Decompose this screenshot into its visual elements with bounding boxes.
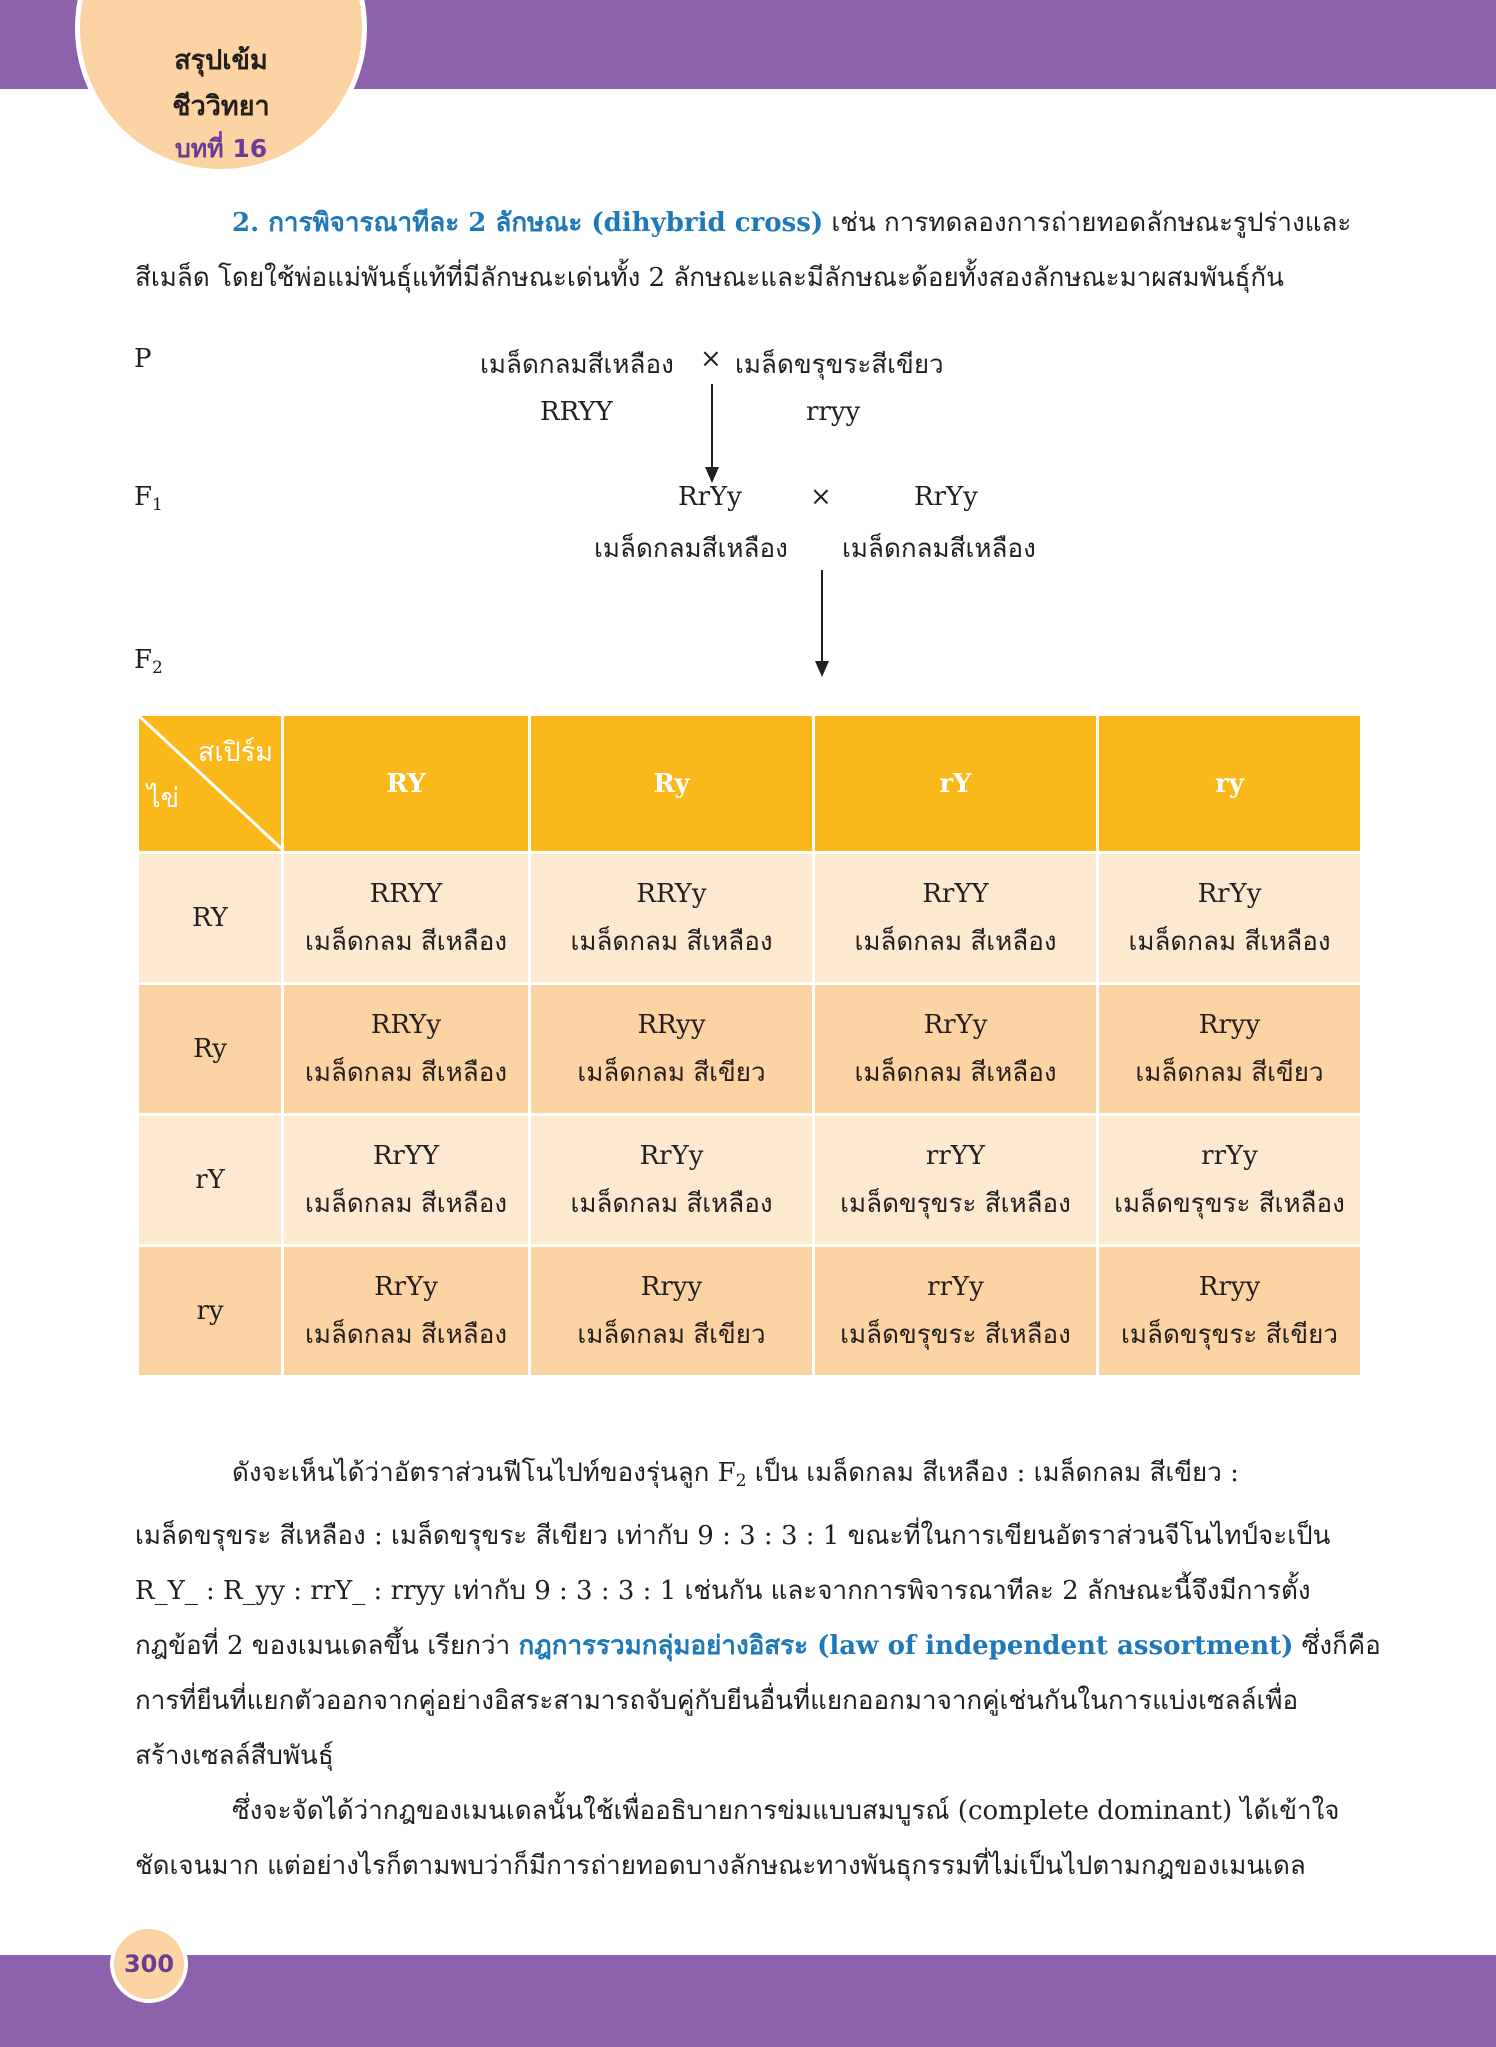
f1-phenotype2: เมล็ดกลมสีเหลือง <box>842 534 1036 564</box>
row-header: Ry <box>138 984 283 1115</box>
f1-genotype2: RrYy <box>914 482 978 512</box>
table-cell: rrYy เมล็ดขรุขระ สีเหลือง <box>1098 1115 1362 1246</box>
table-cell: RrYy เมล็ดกลม สีเหลือง <box>530 1115 814 1246</box>
header-line1: สรุปเข้ม <box>174 45 268 76</box>
header-row <box>138 715 1362 853</box>
law-name: กฎการรวมกลุ่มอย่างอิสระ (law of independent assortment) <box>518 1631 1294 1661</box>
intro-paragraph <box>135 196 1361 306</box>
conclusion-line-7: ซึ่งจะจัดได้ว่ากฎของเมนเดลนั้นใช้เพื่ออธิบายการข่มแบบสมบูรณ์ (complete dominant) ได้เข้าใจ <box>232 1796 1340 1826</box>
table-cell: rrYy เมล็ดขรุขระ สีเหลือง <box>814 1246 1098 1377</box>
corner-cell <box>138 715 283 853</box>
table-row <box>138 853 1362 984</box>
punnett-square <box>136 713 1363 1378</box>
p-parent2: เมล็ดขรุขระสีเขียว <box>735 350 944 380</box>
f1-genotype1: RrYy <box>678 482 742 512</box>
table-cell: Rryy เมล็ดขรุขระ สีเขียว <box>1098 1246 1362 1377</box>
intro-heading: 2. การพิจารณาทีละ 2 ลักษณะ (dihybrid cross) <box>232 208 824 238</box>
conclusion-line-4: กฎข้อที่ 2 ของเมนเดลขึ้น เรียกว่า กฎการรวมกลุ่มอย่างอิสระ (law of independent assortment) ซึ่งก็คือ <box>135 1631 1381 1661</box>
p-times: × <box>700 344 722 374</box>
conclusion-line-8: ชัดเจนมาก แต่อย่างไรก็ตามพบว่าก็มีการถ่ายทอดบางลักษณะทางพันธุกรรมที่ไม่เป็นไปตามกฎของเมนเดล <box>135 1851 1306 1881</box>
cross-arrow-shaft-1 <box>711 384 713 468</box>
f1-label: $F_1$ <box>134 482 163 515</box>
p-parent1: เมล็ดกลมสีเหลือง <box>480 350 674 380</box>
conclusion-line-2: เมล็ดขรุขระ สีเหลือง : เมล็ดขรุขระ สีเขียว เท่ากับ 9 : 3 : 3 : 1 ขณะที่ในการเขียนอัตราส่วนจีโนไทป์จะเป็น <box>135 1521 1331 1551</box>
header-title <box>75 38 367 168</box>
chapter-label: บทที่ 16 <box>174 134 268 163</box>
p-genotype2: rryy <box>806 397 861 427</box>
cross-arrow-head-2 <box>815 661 829 677</box>
conclusion-paragraph <box>135 1446 1381 1894</box>
f2-label: $F_2$ <box>134 645 163 678</box>
conclusion-line-3: R_Y_ : R_yy : rrY_ : rryy เท่ากับ 9 : 3 : 3 : 1 เช่นกัน และจากการพิจารณาทีละ 2 ลักษณะนี้จึงมีการตั้ง <box>135 1576 1311 1606</box>
f1-times: × <box>810 482 832 512</box>
header-line2: ชีววิทยา <box>172 91 270 122</box>
table-cell: RRYY เมล็ดกลม สีเหลือง <box>283 853 530 984</box>
egg-label: ไข่ <box>147 783 180 814</box>
bottom-band <box>0 1955 1496 2047</box>
conclusion-line-6: สร้างเซลล์สืบพันธุ์ <box>135 1741 334 1771</box>
table-cell: RrYy เมล็ดกลม สีเหลือง <box>814 984 1098 1115</box>
table-cell: rrYY เมล็ดขรุขระ สีเหลือง <box>814 1115 1098 1246</box>
table-row <box>138 1115 1362 1246</box>
conclusion-line-5: การที่ยีนที่แยกตัวออกจากคู่อย่างอิสระสามารถจับคู่กับยีนอื่นที่แยกออกมาจากคู่เช่นกันในการแบ่งเซลล์เพื่อ <box>135 1686 1299 1716</box>
column-header: Ry <box>530 715 814 853</box>
table-cell: Rryy เมล็ดกลม สีเขียว <box>1098 984 1362 1115</box>
table-row <box>138 984 1362 1115</box>
table-cell: RRYy เมล็ดกลม สีเหลือง <box>283 984 530 1115</box>
row-header: RY <box>138 853 283 984</box>
sperm-label: สเปิร์ม <box>197 737 273 768</box>
table-cell: RrYy เมล็ดกลม สีเหลือง <box>1098 853 1362 984</box>
intro-text-1: เช่น การทดลองการถ่ายทอดลักษณะรูปร่างและ <box>823 208 1352 238</box>
table-cell: RrYY เมล็ดกลม สีเหลือง <box>814 853 1098 984</box>
row-header: ry <box>138 1246 283 1377</box>
intro-text-2: สีเมล็ด โดยใช้พ่อแม่พันธุ์แท้ที่มีลักษณะเด่นทั้ง 2 ลักษณะและมีลักษณะด้อยทั้งสองลักษณะมาผสมพันธุ์กัน <box>135 263 1284 293</box>
page-number: 300 <box>110 1925 188 2003</box>
table-row <box>138 1246 1362 1377</box>
f1-phenotype1: เมล็ดกลมสีเหลือง <box>594 534 788 564</box>
table-cell: RrYY เมล็ดกลม สีเหลือง <box>283 1115 530 1246</box>
column-header: RY <box>283 715 530 853</box>
table-cell: RrYy เมล็ดกลม สีเหลือง <box>283 1246 530 1377</box>
table-cell: Rryy เมล็ดกลม สีเขียว <box>530 1246 814 1377</box>
table-cell: RRyy เมล็ดกลม สีเขียว <box>530 984 814 1115</box>
conclusion-line-1: ดังจะเห็นได้ว่าอัตราส่วนฟีโนไปท์ของรุ่นลูก $F_2$ เป็น เมล็ดกลม สีเหลือง : เมล็ดกลม สีเขียว : <box>232 1458 1239 1491</box>
cross-arrow-shaft-2 <box>821 570 823 662</box>
column-header: rY <box>814 715 1098 853</box>
p-genotype1: RRYY <box>540 397 613 427</box>
p-label: P <box>134 344 152 374</box>
table-cell: RRYy เมล็ดกลม สีเหลือง <box>530 853 814 984</box>
row-header: rY <box>138 1115 283 1246</box>
column-header: ry <box>1098 715 1362 853</box>
cross-arrow-head-1 <box>705 467 719 483</box>
